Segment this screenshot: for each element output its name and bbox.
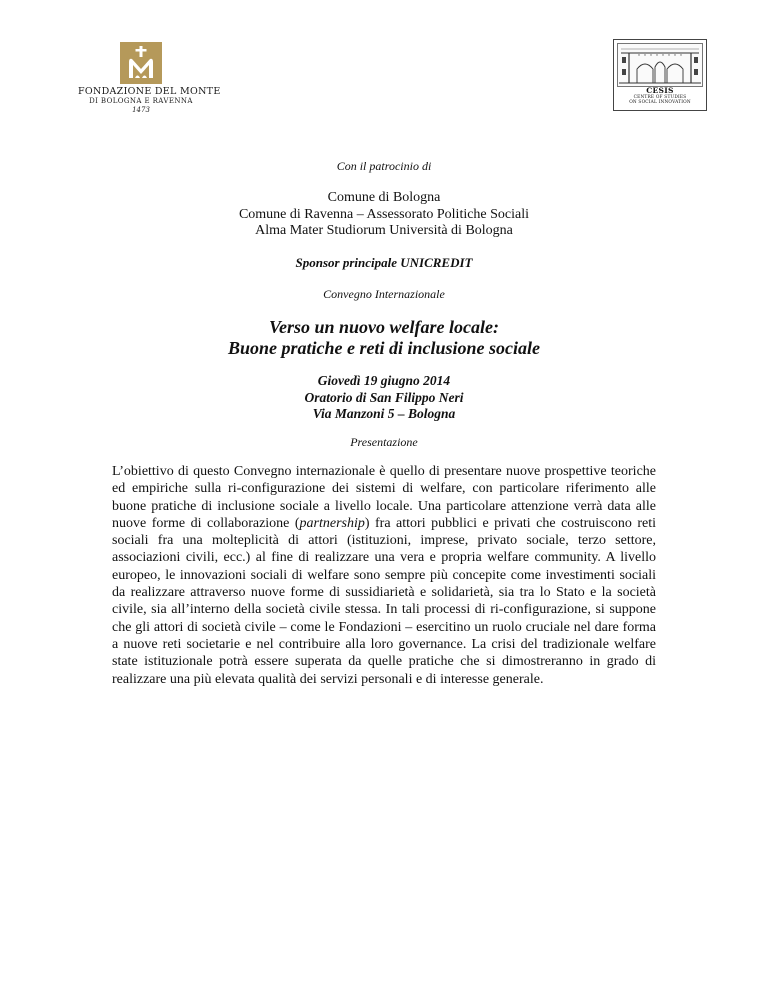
title-line-2: Buone pratiche e reti di inclusione sociale (227, 338, 540, 358)
presentation-paragraph (112, 463, 656, 688)
fondazione-subtitle: DI BOLOGNA E RAVENNA (89, 97, 193, 105)
event-venue: Oratorio di San Filippo Neri (304, 389, 464, 405)
fondazione-year: 1473 (132, 106, 150, 114)
cesis-name: CESIS (646, 86, 674, 95)
patrons-list (0, 190, 768, 240)
event-details (0, 373, 768, 423)
cesis-subtitle (614, 95, 706, 105)
sponsor-line: Sponsor principale UNICREDIT (295, 255, 473, 270)
event-address: Via Manzoni 5 – Bologna (312, 406, 456, 421)
title-line-1: Verso un nuovo welfare locale: (268, 317, 499, 337)
fondazione-del-monte-logo (78, 42, 221, 115)
cesis-subtitle-line1: CENTRE OF STUDIES (633, 95, 687, 100)
convegno-label: Convegno Internazionale (323, 287, 445, 301)
cesis-logo (613, 39, 707, 111)
presentazione-heading: Presentazione (350, 435, 418, 449)
building-facade-icon (617, 43, 703, 87)
paragraph-text-part2: ) fra attori pubblici e privati che costruiscono reti sociali fra una molteplicità di attori (istituzioni, imprese, privato sociale, terzo settore, associazioni civili, ecc.) al fine di realizzare una vera e propria welfare community. A livello europeo, le innovazioni sociali di welfare sono sempre più concepite come investimenti sociali da realizzare attraverso nuove forme di sussidiarietà e solidarietà, sia tra lo Stato e la società civile, sia all’interno della società civile stessa. In tali processi di ri-configurazione, si suppone che gli attori di società civile – come le Fondazioni – esercitino un ruolo cruciale nel dare forma a nuove reti societarie e nel contribuire alla loro governance. La crisi del tradizionale welfare state istituzionale potrà essere superata da quelle pratiche che si dimostreranno in grado di realizzare una più elevata qualità dei servizi personali e di interesse generale. (112, 515, 656, 687)
fondazione-name: FONDAZIONE DEL MONTE (78, 86, 221, 97)
event-date: Giovedì 19 giugno 2014 (317, 373, 451, 388)
patrocinio-label: Con il patrocinio di (336, 159, 432, 173)
paragraph-text-part1: L’obiettivo di questo Convegno internazionale è quello di presentare nuove prospettive teoriche ed empiriche sulla ri-configurazione dei sistemi di welfare, con particolare riferimento alle buone pratiche di inclusione sociale a livello locale. Una particolare attenzione verrà data alle nuove forme di collaborazione ( (112, 464, 656, 531)
patron-item: Alma Mater Studiorum Università di Bologna (255, 223, 513, 238)
patron-item: Comune di Bologna (327, 190, 441, 205)
cesis-subtitle-line2: ON SOCIAL INNOVATION (629, 100, 691, 105)
patron-item: Comune di Ravenna – Assessorato Politiche Sociali (238, 206, 530, 222)
paragraph-italic-term: partnership (299, 515, 365, 531)
fondazione-monogram-icon (120, 42, 162, 84)
conference-title (0, 317, 768, 359)
